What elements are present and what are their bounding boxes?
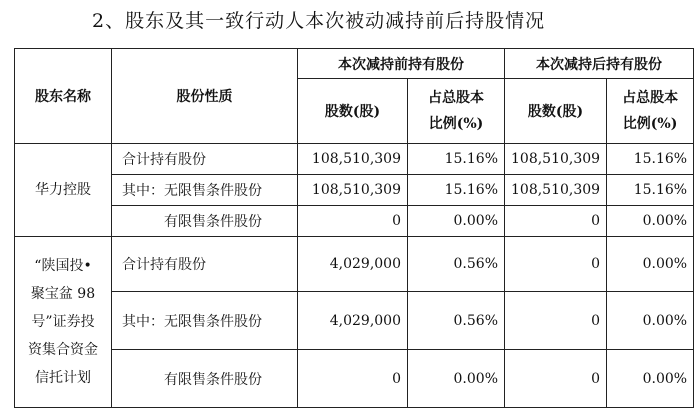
shareholder-name-cell [15,237,112,408]
after-ratio: 0.00% [607,206,694,237]
share-nature-label: 合计持有股份 [112,237,298,292]
before-shares: 0 [298,206,408,237]
before-ratio: 0.56% [408,237,505,292]
before-ratio: 15.16% [408,144,505,175]
header-nature: 股份性质 [112,49,298,144]
shareholder-name-line: “陕国投• [34,258,92,274]
shareholding-table [14,48,694,408]
table-row [15,292,694,350]
after-shares: 0 [505,350,607,408]
after-shares: 108,510,309 [505,175,607,206]
table-row [15,144,694,175]
after-ratio: 15.16% [607,175,694,206]
shareholder-name-line: 号”证券投 [31,314,95,330]
after-shares: 0 [505,292,607,350]
table-row [15,350,694,408]
ratio-header-line2: 比例(%) [428,116,484,132]
ratio-header-line2: 比例(%) [622,116,678,132]
before-ratio: 0.00% [408,350,505,408]
header-after-ratio [607,79,694,144]
before-ratio: 0.56% [408,292,505,350]
after-shares: 0 [505,206,607,237]
after-shares: 108,510,309 [505,144,607,175]
share-nature-label: 其中：无限售条件股份 [112,292,298,350]
shareholder-name-line: 聚宝盆 98 [30,286,96,302]
share-nature-label: 有限售条件股份 [112,350,298,408]
ratio-header-line1: 占总股本 [622,90,679,106]
before-shares: 108,510,309 [298,144,408,175]
header-after: 本次减持后持有股份 [505,49,694,79]
share-nature-label: 有限售条件股份 [112,206,298,237]
share-nature-label: 其中：无限售条件股份 [112,175,298,206]
table-row [15,206,694,237]
header-after-shares: 股数(股) [505,79,607,144]
header-before: 本次减持前持有股份 [298,49,505,79]
before-ratio: 0.00% [408,206,505,237]
shareholder-name-line: 资集合资金 [28,342,98,358]
before-shares: 4,029,000 [298,292,408,350]
after-ratio: 0.00% [607,350,694,408]
after-ratio: 0.00% [607,292,694,350]
header-shareholder: 股东名称 [15,49,112,144]
header-before-shares: 股数(股) [298,79,408,144]
table-row [15,175,694,206]
after-ratio: 0.00% [607,237,694,292]
shareholder-name-cell [15,144,112,237]
before-ratio: 15.16% [408,175,505,206]
ratio-header-line1: 占总股本 [428,90,484,106]
after-shares: 0 [505,237,607,292]
before-shares: 4,029,000 [298,237,408,292]
section-title: 2、股东及其一致行动人本次被动减持前后持股情况 [92,10,546,32]
before-shares: 0 [298,350,408,408]
after-ratio: 15.16% [607,144,694,175]
before-shares: 108,510,309 [298,175,408,206]
shareholder-name-line: 华力控股 [35,182,91,198]
shareholder-name-line: 信托计划 [35,370,91,386]
table-row [15,237,694,292]
header-before-ratio [408,79,505,144]
share-nature-label: 合计持有股份 [112,144,298,175]
